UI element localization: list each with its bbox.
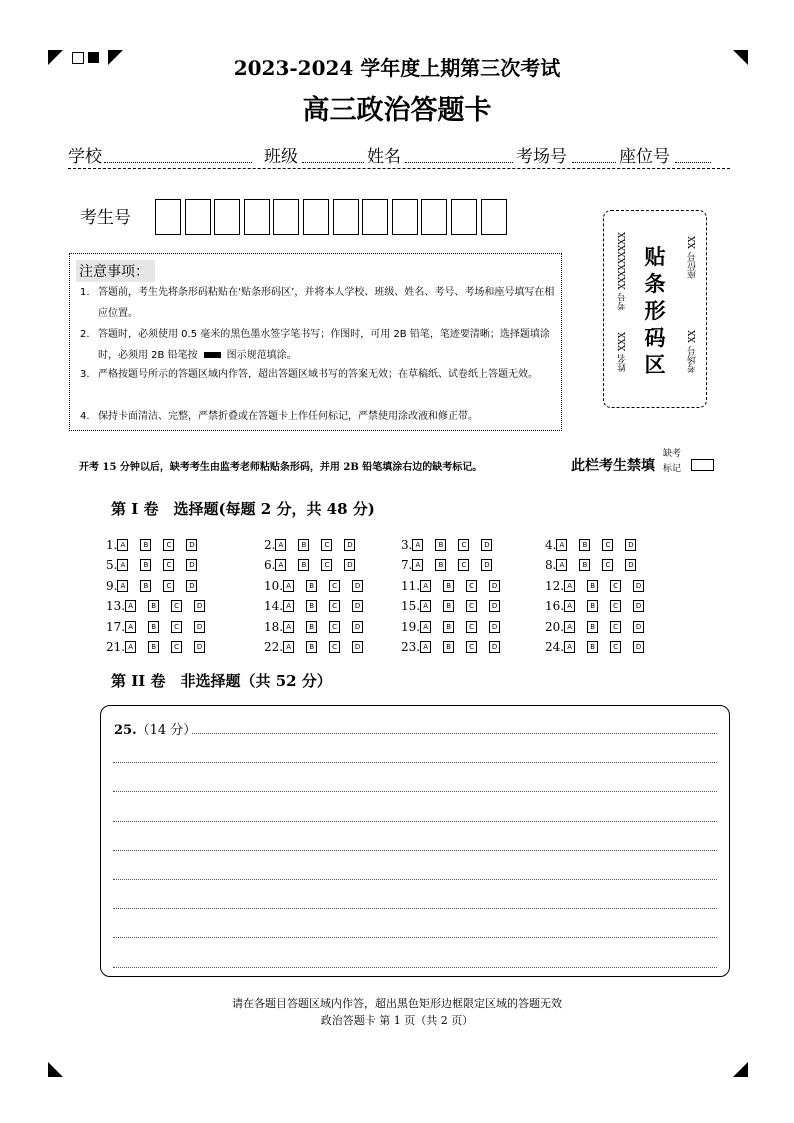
question-number: 2.: [264, 537, 276, 552]
option-bubble[interactable]: B: [306, 621, 317, 633]
option-bubble[interactable]: C: [466, 621, 477, 633]
header-divider: [68, 168, 730, 169]
choice-question: [264, 599, 363, 617]
option-bubble[interactable]: C: [602, 559, 613, 571]
footer-instruction: 请在各题目答题区域内作答，超出黑色矩形边框限定区域的答题无效: [232, 997, 562, 1010]
option-bubble[interactable]: C: [163, 539, 174, 551]
choice-question: [264, 578, 363, 596]
option-bubble[interactable]: A: [420, 621, 431, 633]
option-bubble[interactable]: A: [275, 559, 286, 571]
barcode-room: 考场号 XX: [688, 330, 698, 373]
option-bubble[interactable]: D: [633, 621, 644, 633]
class-label: 班级: [264, 147, 298, 167]
choice-question: [106, 599, 205, 617]
answer-line[interactable]: [113, 791, 717, 792]
choice-question: [106, 578, 197, 596]
answer-line[interactable]: [113, 908, 717, 909]
exam-number-digit-box[interactable]: [362, 199, 388, 235]
barcode-name: 姓名 XXX: [618, 332, 628, 373]
school-label: 学校: [68, 147, 102, 167]
option-bubble[interactable]: C: [329, 580, 340, 592]
option-bubble[interactable]: A: [564, 641, 575, 653]
option-bubble[interactable]: C: [329, 600, 340, 612]
option-bubble[interactable]: B: [306, 600, 317, 612]
student-info-row: [68, 142, 730, 168]
option-bubble[interactable]: C: [171, 641, 182, 653]
choice-question: [545, 619, 644, 637]
option-bubble[interactable]: A: [420, 580, 431, 592]
name-field[interactable]: [405, 162, 513, 163]
option-bubble[interactable]: D: [186, 559, 197, 571]
choice-question: [106, 537, 197, 555]
option-bubble[interactable]: B: [443, 641, 454, 653]
option-bubble[interactable]: D: [344, 539, 355, 551]
answer-line[interactable]: [192, 733, 717, 734]
option-bubble[interactable]: B: [306, 641, 317, 653]
answer-line[interactable]: [113, 762, 717, 763]
choice-question: [264, 537, 355, 555]
option-bubble[interactable]: B: [298, 559, 309, 571]
option-bubble[interactable]: A: [412, 559, 423, 571]
option-bubble[interactable]: D: [633, 580, 644, 592]
option-bubble[interactable]: D: [625, 559, 636, 571]
exam-number-digit-box[interactable]: [244, 199, 270, 235]
option-bubble[interactable]: A: [125, 621, 136, 633]
exam-room-field[interactable]: [572, 162, 616, 163]
option-bubble[interactable]: D: [481, 539, 492, 551]
name-label: 姓名: [367, 147, 401, 167]
choice-question: [545, 537, 636, 555]
question-number: 12.: [545, 578, 565, 593]
option-bubble[interactable]: D: [633, 641, 644, 653]
option-bubble[interactable]: A: [420, 641, 431, 653]
question-number: 11.: [401, 578, 421, 593]
question-number: 21.: [106, 640, 126, 654]
option-bubble[interactable]: D: [489, 600, 500, 612]
option-bubble[interactable]: D: [344, 559, 355, 571]
option-bubble[interactable]: A: [125, 641, 136, 653]
question-25-label: 25.（14 分）: [114, 723, 197, 738]
barcode-area-label: 贴 条 形 码 区: [644, 245, 666, 377]
option-bubble[interactable]: D: [352, 580, 363, 592]
choice-question: [401, 537, 492, 555]
answer-line[interactable]: [113, 879, 717, 880]
exam-number-digit-box[interactable]: [421, 199, 447, 235]
option-bubble[interactable]: C: [458, 539, 469, 551]
choice-question: [264, 619, 363, 637]
answer-line[interactable]: [113, 850, 717, 851]
corner-mark-bottom-right: [733, 1062, 748, 1077]
answer-line[interactable]: [113, 821, 717, 822]
footer-page-number: 政治答题卡 第 1 页（共 2 页）: [320, 1014, 474, 1027]
choice-question: [545, 558, 636, 576]
barcode-seat: 座位号 XX: [688, 236, 698, 279]
choice-question: [106, 558, 197, 576]
option-bubble[interactable]: C: [466, 641, 477, 653]
option-bubble[interactable]: C: [610, 641, 621, 653]
choice-question: [106, 640, 205, 658]
option-bubble[interactable]: D: [194, 600, 205, 612]
exam-number-label: 考生号: [80, 208, 131, 228]
option-bubble[interactable]: A: [412, 539, 423, 551]
option-bubble[interactable]: A: [117, 580, 128, 592]
option-bubble[interactable]: B: [443, 600, 454, 612]
choice-question: [545, 599, 644, 617]
option-bubble[interactable]: A: [420, 600, 431, 612]
option-bubble[interactable]: B: [587, 600, 598, 612]
class-field[interactable]: [302, 162, 364, 163]
option-bubble[interactable]: C: [458, 559, 469, 571]
option-bubble[interactable]: D: [489, 580, 500, 592]
exam-room-label: 考场号: [516, 147, 567, 167]
option-bubble[interactable]: B: [140, 559, 151, 571]
exam-number-digit-box[interactable]: [481, 199, 507, 235]
option-bubble[interactable]: C: [329, 621, 340, 633]
answer-line[interactable]: [113, 937, 717, 938]
choice-question: [401, 640, 500, 658]
choice-question: [545, 578, 644, 596]
option-bubble[interactable]: B: [443, 621, 454, 633]
option-bubble[interactable]: B: [435, 539, 446, 551]
barcode-exam-id: 考号 XXXXXXXXX: [618, 232, 628, 311]
question-number: 5.: [106, 558, 118, 572]
option-bubble[interactable]: A: [564, 600, 575, 612]
notice-title: 注意事项：: [76, 260, 155, 282]
choice-question: [401, 599, 500, 617]
exam-number-digit-box[interactable]: [273, 199, 299, 235]
option-bubble[interactable]: D: [633, 600, 644, 612]
question-number: 23.: [401, 640, 421, 654]
option-bubble[interactable]: C: [602, 539, 613, 551]
option-bubble[interactable]: C: [466, 600, 477, 612]
option-bubble[interactable]: D: [352, 621, 363, 633]
absent-mark-label: 缺考 标记: [663, 449, 682, 474]
question-number: 16.: [545, 599, 565, 613]
corner-mark-bottom-left: [48, 1062, 63, 1077]
question-number: 9.: [106, 578, 118, 593]
option-bubble[interactable]: C: [171, 621, 182, 633]
option-bubble[interactable]: D: [625, 539, 636, 551]
question-number: 10.: [264, 578, 284, 593]
choice-question: [401, 578, 500, 596]
option-bubble[interactable]: B: [140, 539, 151, 551]
choice-question: [545, 640, 644, 658]
question-number: 24.: [545, 640, 565, 654]
answer-box-25[interactable]: [100, 705, 730, 977]
option-bubble[interactable]: B: [298, 539, 309, 551]
choice-question: [401, 558, 492, 576]
option-bubble[interactable]: A: [275, 539, 286, 551]
option-bubble[interactable]: B: [579, 539, 590, 551]
option-bubble[interactable]: A: [125, 600, 136, 612]
question-number: 17.: [106, 619, 126, 634]
question-number: 18.: [264, 619, 284, 634]
option-bubble[interactable]: A: [283, 600, 294, 612]
option-bubble[interactable]: A: [556, 539, 567, 551]
question-number: 7.: [401, 558, 413, 572]
option-bubble[interactable]: A: [283, 621, 294, 633]
exam-number-digit-box[interactable]: [451, 199, 477, 235]
option-bubble[interactable]: D: [481, 559, 492, 571]
option-bubble[interactable]: C: [321, 559, 332, 571]
option-bubble[interactable]: C: [610, 621, 621, 633]
seat-field[interactable]: [675, 162, 711, 163]
exam-number-digit-box[interactable]: [214, 199, 240, 235]
option-bubble[interactable]: D: [352, 600, 363, 612]
exam-number-digit-box[interactable]: [185, 199, 211, 235]
option-bubble[interactable]: D: [194, 641, 205, 653]
option-bubble[interactable]: A: [117, 539, 128, 551]
option-bubble[interactable]: B: [435, 559, 446, 571]
option-bubble[interactable]: D: [186, 539, 197, 551]
option-bubble[interactable]: C: [466, 580, 477, 592]
card-title: 高三政治答题卡: [302, 95, 492, 126]
absent-mark-box[interactable]: [691, 459, 714, 471]
option-bubble[interactable]: B: [579, 559, 590, 571]
question-number: 15.: [401, 599, 421, 613]
question-number: 19.: [401, 619, 421, 634]
option-bubble[interactable]: C: [163, 559, 174, 571]
absent-no-fill-notice: 此栏考生禁填: [571, 458, 655, 474]
question-number: 8.: [545, 558, 557, 572]
option-bubble[interactable]: C: [321, 539, 332, 551]
question-number: 20.: [545, 619, 565, 634]
option-bubble[interactable]: C: [163, 580, 174, 592]
question-number: 1.: [106, 537, 118, 552]
option-bubble[interactable]: D: [194, 621, 205, 633]
question-number: 22.: [264, 640, 284, 654]
absent-instruction: 开考 15 分钟以后，缺考考生由监考老师粘贴条形码，并用 2B 铅笔填涂右边的缺考标记。: [79, 462, 483, 473]
question-number: 3.: [401, 537, 413, 552]
option-bubble[interactable]: B: [587, 641, 598, 653]
option-bubble[interactable]: D: [352, 641, 363, 653]
question-number: 14.: [264, 599, 284, 613]
exam-number-digit-box[interactable]: [303, 199, 329, 235]
option-bubble[interactable]: B: [148, 621, 159, 633]
exam-title: 2023-2024 学年度上期第三次考试: [233, 56, 561, 80]
section-2-title: 第 II 卷 非选择题（共 52 分）: [111, 672, 332, 690]
choice-question: [264, 558, 355, 576]
option-bubble[interactable]: B: [148, 641, 159, 653]
section-1-title: 第 I 卷 选择题(每题 2 分，共 48 分): [111, 500, 375, 518]
option-bubble[interactable]: A: [564, 580, 575, 592]
answer-line[interactable]: [113, 967, 717, 968]
school-field[interactable]: [104, 162, 252, 163]
option-bubble[interactable]: A: [564, 621, 575, 633]
option-bubble[interactable]: A: [283, 641, 294, 653]
filled-mark-example-icon: [204, 352, 221, 358]
option-bubble[interactable]: C: [329, 641, 340, 653]
question-number: 6.: [264, 558, 276, 572]
option-bubble[interactable]: B: [140, 580, 151, 592]
option-bubble[interactable]: C: [610, 600, 621, 612]
question-number: 4.: [545, 537, 557, 552]
choice-question: [106, 619, 205, 637]
exam-number-digit-box[interactable]: [333, 199, 359, 235]
choice-question: [401, 619, 500, 637]
exam-number-digit-box[interactable]: [155, 199, 181, 235]
option-bubble[interactable]: C: [610, 580, 621, 592]
seat-label: 座位号: [619, 147, 670, 167]
option-bubble[interactable]: B: [443, 580, 454, 592]
option-bubble[interactable]: D: [489, 621, 500, 633]
option-bubble[interactable]: C: [171, 600, 182, 612]
option-bubble[interactable]: A: [556, 559, 567, 571]
option-bubble[interactable]: A: [283, 580, 294, 592]
option-bubble[interactable]: B: [148, 600, 159, 612]
option-bubble[interactable]: B: [587, 621, 598, 633]
option-bubble[interactable]: B: [306, 580, 317, 592]
option-bubble[interactable]: D: [186, 580, 197, 592]
choice-question: [264, 640, 363, 658]
option-bubble[interactable]: D: [489, 641, 500, 653]
exam-number-digit-box[interactable]: [392, 199, 418, 235]
option-bubble[interactable]: A: [117, 559, 128, 571]
question-number: 13.: [106, 599, 126, 613]
option-bubble[interactable]: B: [587, 580, 598, 592]
